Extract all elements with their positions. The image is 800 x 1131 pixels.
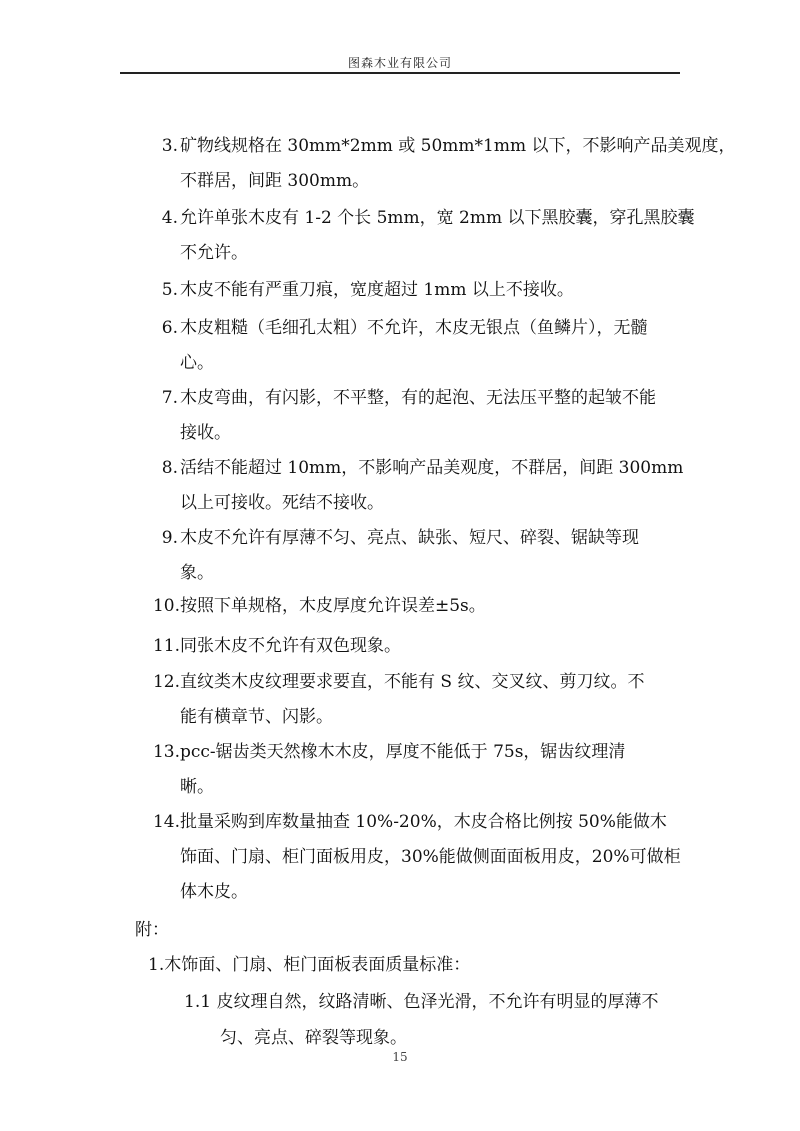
item-line: 木皮粗糙（毛细孔太粗）不允许，木皮无银点（鱼鳞片），无髓 [180,318,648,338]
item-line: 直纹类木皮纹理要求要直，不能有 S 纹、交叉纹、剪刀纹。不 [180,672,645,692]
item-number: 3. [161,136,178,156]
subsection-line-2: 匀、亮点、碎裂等现象。 [220,1028,407,1048]
item-line: 饰面、门扇、柜门面板用皮，30%能做侧面面板用皮，20%可做柜 [180,847,681,867]
item-line: 象。 [180,563,214,583]
item-number: 9. [161,528,178,548]
item-number: 7. [161,388,178,408]
item-line: 木皮不允许有厚薄不匀、亮点、缺张、短尺、碎裂、锯缺等现 [180,528,639,548]
subsection-number: 1.1 [184,992,212,1012]
item-line: 不允许。 [180,243,248,263]
item-line: 批量采购到库数量抽查 10%-20%，木皮合格比例按 50%能做木 [180,812,667,832]
item-line: 接收。 [180,423,231,443]
item-line: 木皮弯曲，有闪影，不平整，有的起泡、无法压平整的起皱不能 [180,388,656,408]
item-number: 5. [161,280,178,300]
item-number: 12. [152,672,180,692]
item-number: 14. [152,812,180,832]
item-number: 11. [152,636,180,656]
item-line: 心。 [180,353,214,373]
item-line: 矿物线规格在 30mm*2mm 或 50mm*1mm 以下，不影响产品美观度， [180,136,736,156]
appendix-subsection-1-1 [184,984,714,1056]
header-rule [120,72,680,74]
item-line: 允许单张木皮有 1-2 个长 5mm，宽 2mm 以下黑胶囊，穿孔黑胶囊 [180,208,695,228]
page-number: 15 [392,1050,408,1064]
item-line: 以上可接收。死结不接收。 [180,493,384,513]
item-number: 10. [152,596,180,616]
item-number: 8. [161,458,178,478]
item-line: 晰。 [180,777,214,797]
item-number: 6. [161,318,178,338]
appendix-title: 附： [135,920,169,940]
item-line: pcc-锯齿类天然橡木木皮，厚度不能低于 75s，锯齿纹理清 [180,742,626,762]
item-number: 4. [161,208,178,228]
item-line: 体木皮。 [180,882,248,902]
item-line: 木皮不能有严重刀痕，宽度超过 1mm 以上不接收。 [180,280,574,300]
item-line: 活结不能超过 10mm，不影响产品美观度，不群居，间距 300mm [180,458,684,478]
subsection-line-1: 皮纹理自然，纹路清晰、色泽光滑，不允许有明显的厚薄不 [216,992,659,1012]
document-header: 图森木业有限公司 [347,56,452,70]
appendix-section-1: 1.木饰面、门扇、柜门面板表面质量标准： [148,955,471,975]
item-line: 按照下单规格，木皮厚度允许误差±5s。 [180,596,486,616]
item-number: 13. [152,742,180,762]
item-line: 不群居，间距 300mm。 [180,171,370,191]
item-line: 能有横章节、闪影。 [180,707,333,727]
item-line: 同张木皮不允许有双色现象。 [180,636,401,656]
